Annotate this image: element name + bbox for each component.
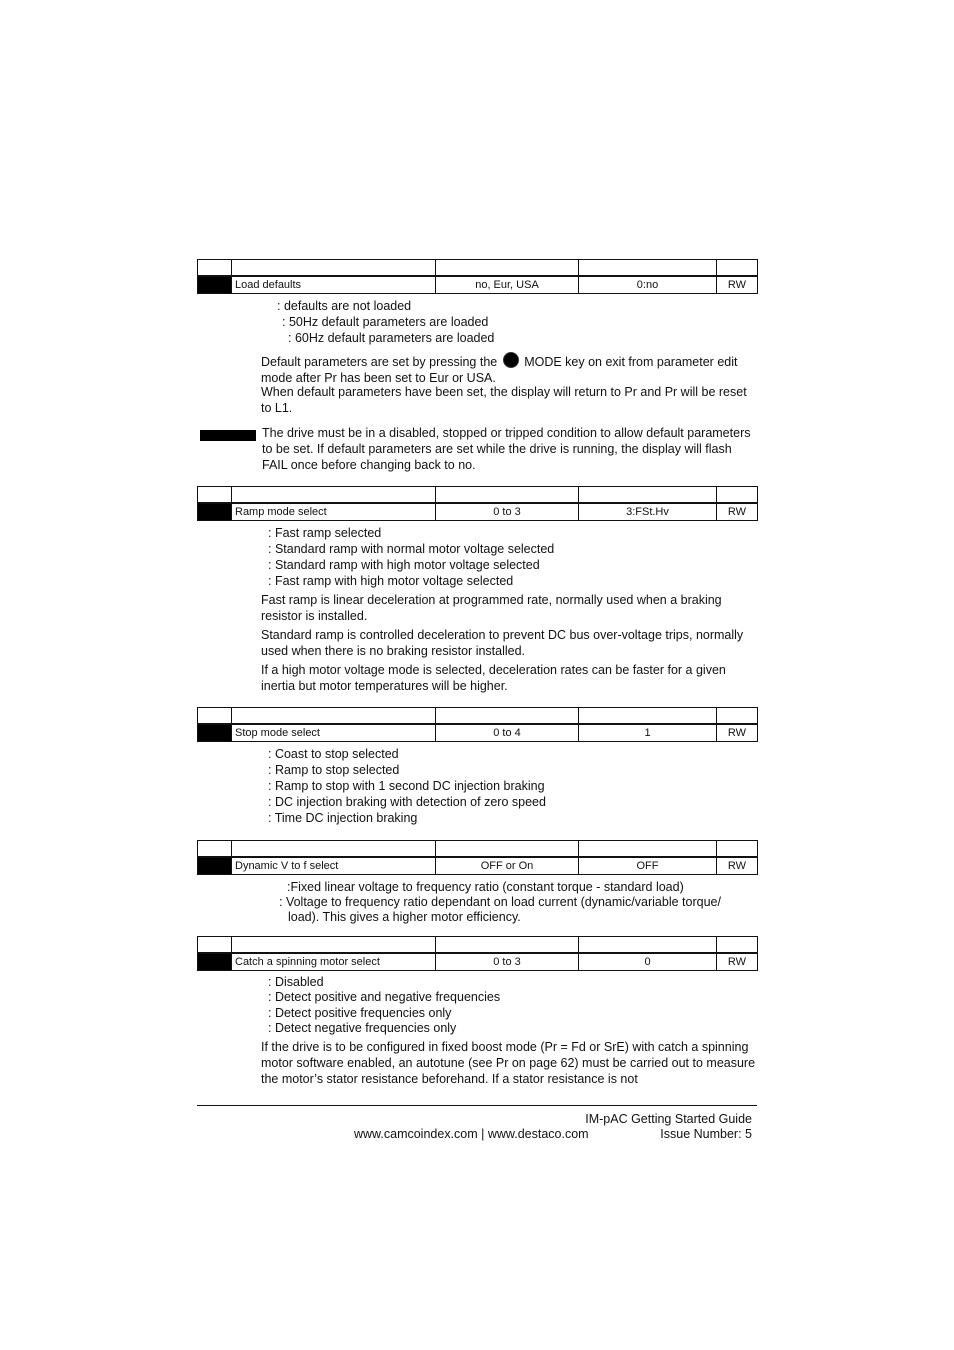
param-number-cell: [198, 503, 232, 521]
param-range: OFF or On: [436, 857, 579, 875]
ramp-paragraph: Standard ramp is controlled deceleration to prevent DC bus over-voltage trips, normally used when there is no braking resistor installed.: [261, 628, 744, 658]
param-table-stop-mode: [197, 707, 758, 742]
param-access: RW: [717, 503, 758, 521]
footer-rule: [197, 1105, 757, 1106]
load-defaults-paragraph: [261, 352, 757, 386]
option-text: : 50Hz default parameters are loaded: [282, 315, 489, 329]
param-description: Ramp mode select: [232, 503, 436, 521]
option-text: : Detect positive frequencies only: [268, 1006, 452, 1020]
option-text: : defaults are not loaded: [277, 299, 412, 313]
param-range: no, Eur, USA: [436, 276, 579, 294]
option-text: : Standard ramp with high motor voltage selected: [268, 558, 540, 572]
option-text: : Standard ramp with normal motor voltage selected: [268, 542, 555, 556]
option-text: : Detect negative frequencies only: [268, 1021, 457, 1035]
option-text: : Detect positive and negative frequencies: [268, 990, 501, 1004]
param-access: RW: [717, 857, 758, 875]
param-default: 1: [579, 724, 717, 742]
param-table-load-defaults: [197, 259, 758, 294]
param-description: Stop mode select: [232, 724, 436, 742]
note-marker: [200, 430, 256, 441]
paragraph-text: Default parameters are set by pressing the: [261, 355, 498, 369]
ramp-paragraph: Fast ramp is linear deceleration at programmed rate, normally used when a braking resistor is installed.: [261, 593, 722, 623]
param-description: Catch a spinning motor select: [232, 953, 436, 971]
option-text: : Ramp to stop with 1 second DC injection braking: [268, 779, 545, 793]
param-access: RW: [717, 724, 758, 742]
option-text: : Fast ramp with high motor voltage selected: [268, 574, 514, 588]
param-table-ramp-mode: [197, 486, 758, 521]
param-access: RW: [717, 953, 758, 971]
param-access: RW: [717, 276, 758, 294]
option-text: load). This gives a higher motor efficiency.: [288, 910, 521, 924]
note-text: The drive must be in a disabled, stopped or tripped condition to allow default parameters to be set. If default parameters are set while the drive is running, the display will flash FAIL once before changing back to no.: [262, 426, 751, 472]
param-default: 0: [579, 953, 717, 971]
option-text: :Fixed linear voltage to frequency ratio (constant torque - standard load): [287, 880, 684, 894]
param-default: 3:FSt.Hv: [579, 503, 717, 521]
param-table-catch-spinning: [197, 936, 758, 971]
catch-spinning-paragraph: If the drive is to be configured in fixed boost mode (Pr = Fd or SrE) with catch a spinning motor software enabled, an autotune (see Pr on page 62) must be carried out to measure the motor’s stator resistance beforehand. If a stator resistance is not: [261, 1040, 756, 1086]
param-range: 0 to 3: [436, 503, 579, 521]
param-number-cell: [198, 276, 232, 294]
load-defaults-paragraph: When default parameters have been set, the display will return to Pr and Pr will be reset to L1.: [261, 385, 747, 415]
footer-website: www.camcoindex.com | www.destaco.com: [354, 1127, 589, 1141]
paragraph-text: MODE key on exit from parameter edit mode after Pr has been set to Eur or USA.: [261, 355, 738, 385]
param-default: OFF: [579, 857, 717, 875]
option-text: : DC injection braking with detection of zero speed: [268, 795, 546, 809]
mode-key-icon: [503, 352, 519, 368]
param-number-cell: [198, 857, 232, 875]
param-table-dynamic-vf: [197, 840, 758, 875]
param-range: 0 to 4: [436, 724, 579, 742]
option-text: : Coast to stop selected: [268, 747, 399, 761]
option-text: : Ramp to stop selected: [268, 763, 400, 777]
option-text: : Time DC injection braking: [268, 811, 418, 825]
footer-issue-number: Issue Number: 5: [660, 1127, 752, 1141]
option-text: : 60Hz default parameters are loaded: [288, 331, 495, 345]
param-range: 0 to 3: [436, 953, 579, 971]
param-description: Dynamic V to f select: [232, 857, 436, 875]
option-text: : Disabled: [268, 975, 324, 989]
param-description: Load defaults: [232, 276, 436, 294]
param-number-cell: [198, 724, 232, 742]
footer-guide-title: IM-pAC Getting Started Guide: [585, 1112, 752, 1126]
option-text: : Fast ramp selected: [268, 526, 382, 540]
param-number-cell: [198, 953, 232, 971]
param-default: 0:no: [579, 276, 717, 294]
ramp-paragraph: If a high motor voltage mode is selected, deceleration rates can be faster for a given inertia but motor temperatures will be higher.: [261, 663, 726, 693]
option-text: : Voltage to frequency ratio dependant on load current (dynamic/variable torque/: [279, 895, 721, 909]
